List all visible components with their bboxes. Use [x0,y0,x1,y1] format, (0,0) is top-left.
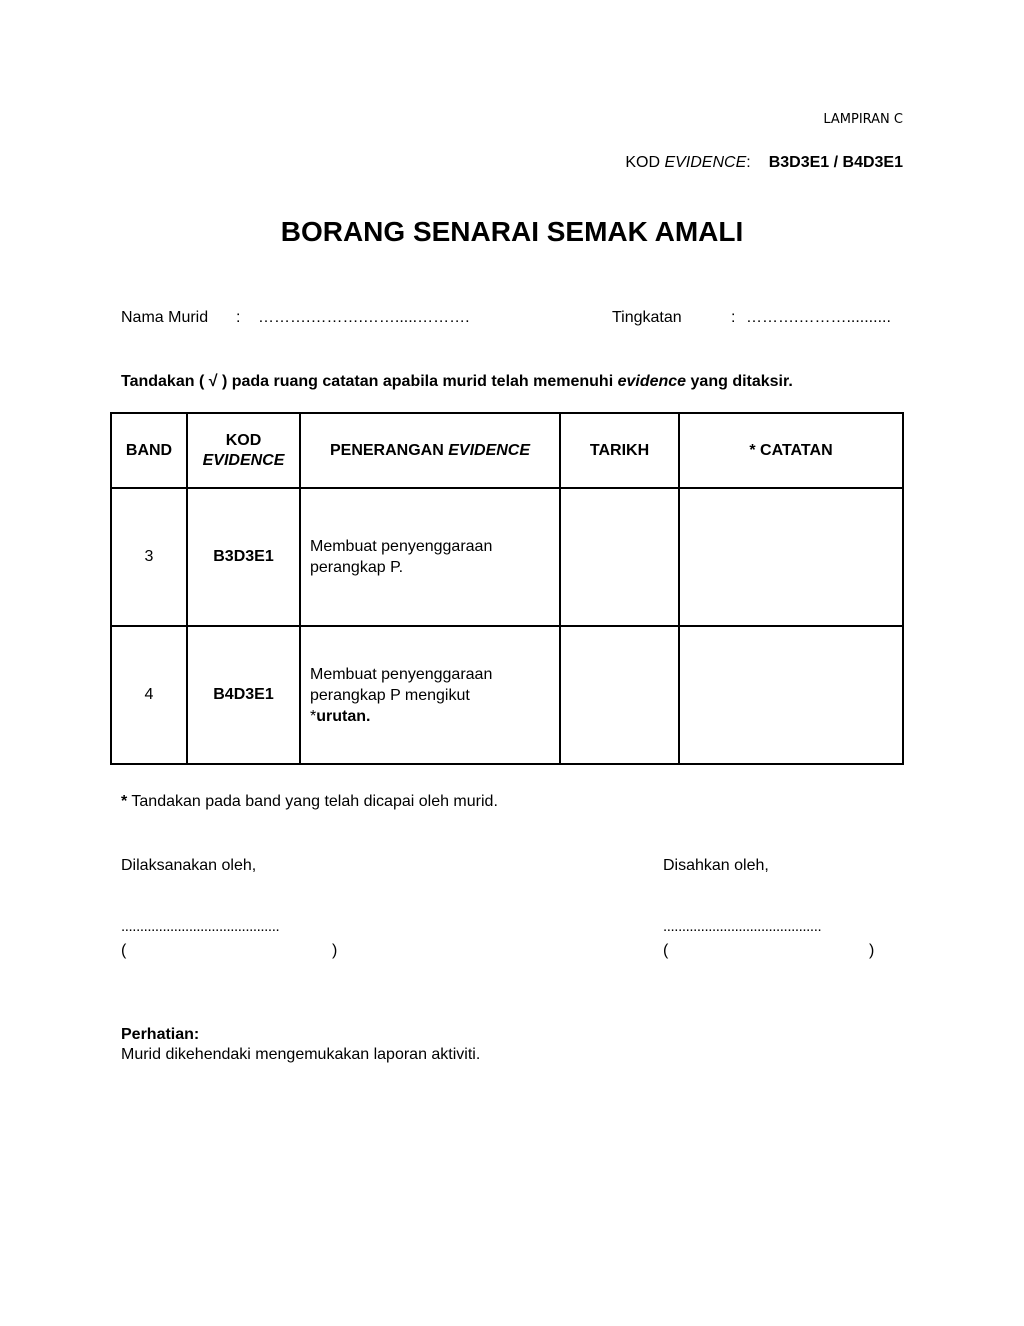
header-penerangan-prefix: PENERANGAN [329,441,449,459]
cell-kod: B4D3E1 [187,626,300,764]
name-paren-open-left: ( [121,942,127,959]
dilaksanakan-label: Dilaksanakan oleh, [121,857,257,874]
header-penerangan [300,413,560,488]
instruction-italic: evidence [617,373,687,390]
nama-murid-label: Nama Murid [121,309,209,326]
kod-label-suffix: : [746,154,751,171]
cell-tarikh[interactable] [560,488,679,626]
cell-kod: B3D3E1 [187,488,300,626]
table-row [111,626,903,764]
header-band: BAND [111,413,187,488]
tingkatan-colon: : [731,309,736,326]
penerangan-line2: perangkap P. [310,559,404,576]
kod-label-italic: EVIDENCE [664,154,747,171]
kod-evidence-value: B3D3E1 / B4D3E1 [768,154,903,171]
cell-tarikh[interactable] [560,626,679,764]
header-catatan: * CATATAN [679,413,903,488]
name-paren-close-left: ) [332,942,338,959]
table-header-row [111,413,903,488]
footnote [121,793,498,811]
cell-band: 3 [111,488,187,626]
penerangan-line3-bold: urutan. [316,707,371,725]
nama-murid-colon: : [236,309,241,326]
header-tarikh: TARIKH [560,413,679,488]
instruction-part2: yang ditaksir. [686,373,793,390]
penerangan-line3-prefix: * [310,707,317,725]
tingkatan-field: ……….……….......... [746,309,891,326]
signature-line-left: .......................................... [121,918,280,935]
name-paren-close-right: ) [869,942,875,959]
penerangan-line1: Membuat penyenggaraan [310,538,493,555]
perhatian-text: Murid dikehendaki mengemukakan laporan aktiviti. [121,1046,481,1063]
page-title: BORANG SENARAI SEMAK AMALI [280,216,744,247]
instruction-text [121,373,793,391]
kod-label-prefix: KOD [625,154,665,171]
cell-penerangan [300,488,560,626]
header-kod-line1: KOD [225,431,262,449]
penerangan-line3 [310,706,550,727]
table-row [111,488,903,626]
header-kod-evidence [187,413,300,488]
penerangan-line2: perangkap P mengikut [310,686,470,704]
name-paren-open-right: ( [663,942,669,959]
cell-catatan[interactable] [679,488,903,626]
penerangan-line1: Membuat penyenggaraan [310,665,493,683]
instruction-part1: Tandakan ( √ ) pada ruang catatan apabila murid telah memenuhi [121,373,618,390]
tingkatan-label: Tingkatan [612,309,682,326]
disahkan-label: Disahkan oleh, [663,857,769,874]
cell-band: 4 [111,626,187,764]
header-penerangan-italic: EVIDENCE [448,441,531,459]
lampiran-label: LAMPIRAN C [823,112,903,127]
checklist-table [110,412,904,765]
footnote-star: * [121,793,128,810]
footnote-text: Tandakan pada band yang telah dicapai oleh murid. [127,793,498,810]
cell-catatan[interactable] [679,626,903,764]
perhatian-title: Perhatian: [121,1026,200,1043]
signature-line-right: .......................................... [663,918,822,935]
header-kod-line2: EVIDENCE [202,451,285,469]
nama-murid-field: ……….……….…….....………. [258,309,470,326]
kod-evidence-line [625,154,903,172]
cell-penerangan [300,626,560,764]
